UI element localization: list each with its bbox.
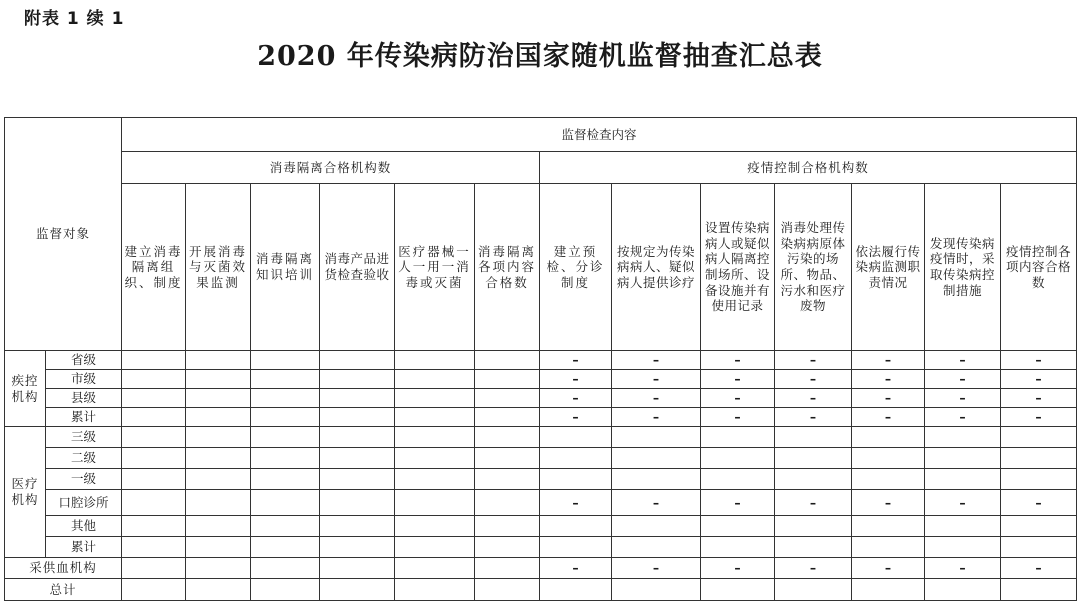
dash-cell: – bbox=[701, 351, 775, 370]
dash-cell: – bbox=[540, 370, 612, 389]
column-header: 消毒隔离各项内容合格数 bbox=[475, 184, 540, 351]
dash-cell: – bbox=[925, 490, 1001, 516]
dash-cell: – bbox=[701, 389, 775, 408]
column-header: 医疗器械一人一用一消毒或灭菌 bbox=[395, 184, 475, 351]
table-row bbox=[5, 351, 1077, 370]
dash-cell: – bbox=[775, 490, 852, 516]
dash-cell: – bbox=[701, 408, 775, 427]
column-header: 消毒处理传染病病原体污染的场所、物品、污水和医疗废物 bbox=[775, 184, 852, 351]
table-row bbox=[5, 448, 1077, 469]
dash-cell: – bbox=[701, 558, 775, 579]
dash-cell: – bbox=[540, 490, 612, 516]
dash-cell: – bbox=[852, 351, 925, 370]
column-header: 建立预检、分诊制度 bbox=[540, 184, 612, 351]
dash-cell: – bbox=[925, 389, 1001, 408]
table-row bbox=[5, 516, 1077, 537]
group-label-cdc: 疾控机构 bbox=[5, 351, 46, 427]
table-row bbox=[5, 370, 1077, 389]
dash-cell: – bbox=[612, 351, 701, 370]
row-label: 采供血机构 bbox=[5, 558, 122, 579]
dash-cell: – bbox=[852, 389, 925, 408]
column-header: 建立消毒隔离组织、制度 bbox=[122, 184, 186, 351]
dash-cell: – bbox=[775, 370, 852, 389]
dash-cell: – bbox=[612, 408, 701, 427]
dash-cell: – bbox=[775, 351, 852, 370]
dash-cell: – bbox=[775, 389, 852, 408]
dash-cell: – bbox=[852, 408, 925, 427]
group-disinfection-header: 消毒隔离合格机构数 bbox=[122, 152, 540, 184]
summary-table bbox=[4, 117, 1077, 601]
row-label: 二级 bbox=[46, 448, 122, 469]
row-label: 累计 bbox=[46, 408, 122, 427]
column-header: 消毒隔离知识培训 bbox=[251, 184, 320, 351]
dash-cell: – bbox=[540, 558, 612, 579]
dash-cell: – bbox=[1001, 370, 1077, 389]
table-row bbox=[5, 469, 1077, 490]
dash-cell: – bbox=[775, 408, 852, 427]
row-label: 三级 bbox=[46, 427, 122, 448]
dash-cell: – bbox=[701, 370, 775, 389]
table-row bbox=[5, 389, 1077, 408]
row-label: 一级 bbox=[46, 469, 122, 490]
dash-cell: – bbox=[612, 370, 701, 389]
group-epidemic-header: 疫情控制合格机构数 bbox=[540, 152, 1077, 184]
dash-cell: – bbox=[612, 490, 701, 516]
dash-cell: – bbox=[612, 558, 701, 579]
row-label: 其他 bbox=[46, 516, 122, 537]
dash-cell: – bbox=[1001, 389, 1077, 408]
table-row bbox=[5, 579, 1077, 601]
table-row bbox=[5, 490, 1077, 516]
column-header: 按规定为传染病病人、疑似病人提供诊疗 bbox=[612, 184, 701, 351]
row-label: 总计 bbox=[5, 579, 122, 601]
dash-cell: – bbox=[612, 389, 701, 408]
dash-cell: – bbox=[540, 351, 612, 370]
object-header: 监督对象 bbox=[5, 118, 122, 351]
row-label: 省级 bbox=[46, 351, 122, 370]
dash-cell: – bbox=[540, 389, 612, 408]
table-row bbox=[5, 427, 1077, 448]
annex-label: 附表 1 续 1 bbox=[24, 9, 125, 29]
column-header: 疫情控制各项内容合格数 bbox=[1001, 184, 1077, 351]
table-row bbox=[5, 537, 1077, 558]
row-label: 县级 bbox=[46, 389, 122, 408]
row-label: 市级 bbox=[46, 370, 122, 389]
dash-cell: – bbox=[701, 490, 775, 516]
dash-cell: – bbox=[1001, 408, 1077, 427]
group-label-medical: 医疗机构 bbox=[5, 427, 46, 558]
page-title: 2020 年传染病防治国家随机监督抽查汇总表 bbox=[257, 41, 823, 72]
dash-cell: – bbox=[925, 558, 1001, 579]
table-row bbox=[5, 408, 1077, 427]
column-header: 消毒产品进货检查验收 bbox=[320, 184, 395, 351]
dash-cell: – bbox=[925, 408, 1001, 427]
table-row bbox=[5, 558, 1077, 579]
dash-cell: – bbox=[852, 370, 925, 389]
dash-cell: – bbox=[775, 558, 852, 579]
dash-cell: – bbox=[852, 490, 925, 516]
dash-cell: – bbox=[1001, 558, 1077, 579]
content-header: 监督检查内容 bbox=[122, 118, 1077, 152]
dash-cell: – bbox=[1001, 351, 1077, 370]
column-header: 开展消毒与灭菌效果监测 bbox=[186, 184, 251, 351]
dash-cell: – bbox=[540, 408, 612, 427]
dash-cell: – bbox=[852, 558, 925, 579]
dash-cell: – bbox=[925, 351, 1001, 370]
column-header: 依法履行传染病监测职责情况 bbox=[852, 184, 925, 351]
row-label: 累计 bbox=[46, 537, 122, 558]
row-label: 口腔诊所 bbox=[46, 490, 122, 516]
column-header: 设置传染病病人或疑似病人隔离控制场所、设备设施并有使用记录 bbox=[701, 184, 775, 351]
dash-cell: – bbox=[925, 370, 1001, 389]
column-header: 发现传染病疫情时，采取传染病控制措施 bbox=[925, 184, 1001, 351]
dash-cell: – bbox=[1001, 490, 1077, 516]
